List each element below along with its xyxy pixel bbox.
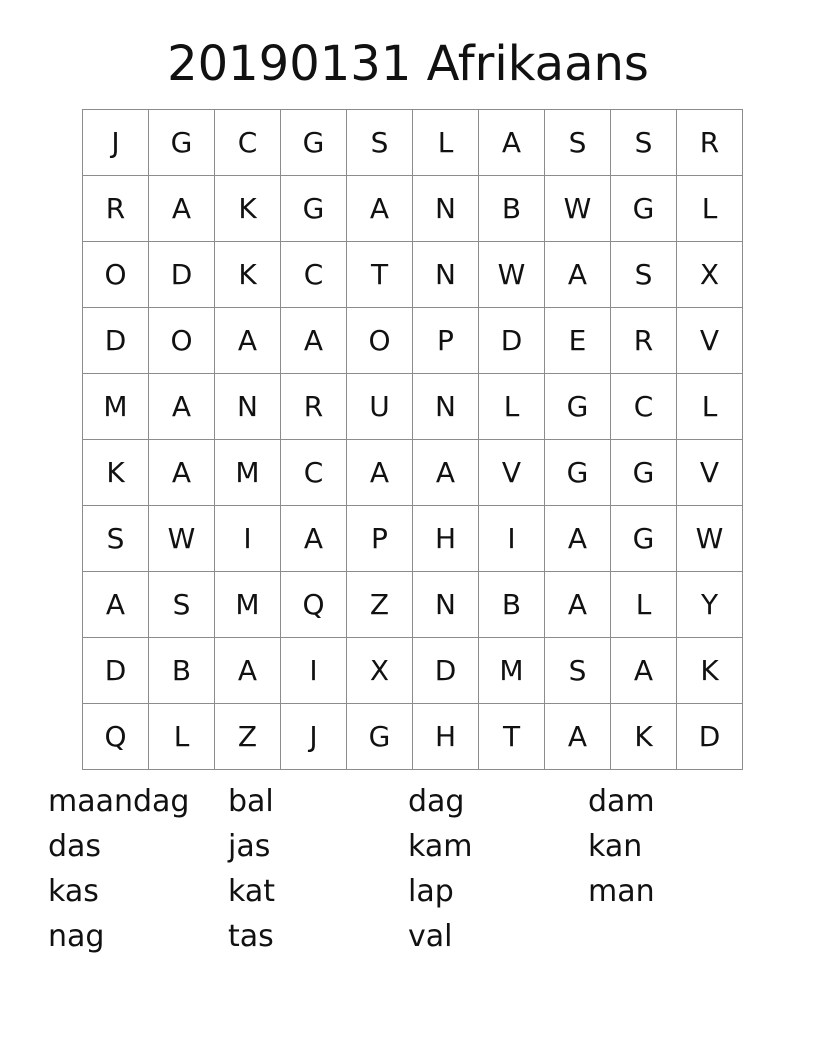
grid-cell[interactable]: D <box>83 308 149 374</box>
word-list-item: maandag <box>48 784 190 819</box>
grid-cell[interactable]: D <box>479 308 545 374</box>
grid-cell[interactable]: V <box>677 440 743 506</box>
word-list-item: tas <box>228 919 274 954</box>
grid-row <box>83 572 743 638</box>
grid-cell[interactable]: A <box>545 572 611 638</box>
grid-cell[interactable]: A <box>347 440 413 506</box>
grid-cell[interactable]: G <box>281 176 347 242</box>
grid-cell[interactable]: Z <box>347 572 413 638</box>
grid-cell[interactable]: N <box>413 374 479 440</box>
grid-cell[interactable]: S <box>611 242 677 308</box>
grid-cell[interactable]: O <box>83 242 149 308</box>
grid-cell[interactable]: L <box>149 704 215 770</box>
grid-cell[interactable]: C <box>281 242 347 308</box>
grid-cell[interactable]: A <box>281 506 347 572</box>
grid-cell[interactable]: A <box>545 506 611 572</box>
grid-cell[interactable]: N <box>413 242 479 308</box>
grid-cell[interactable]: I <box>215 506 281 572</box>
word-list-item: das <box>48 829 102 864</box>
grid-cell[interactable]: T <box>479 704 545 770</box>
grid-cell[interactable]: D <box>83 638 149 704</box>
grid-row <box>83 308 743 374</box>
grid-cell[interactable]: P <box>413 308 479 374</box>
grid-cell[interactable]: S <box>149 572 215 638</box>
grid-cell[interactable]: S <box>83 506 149 572</box>
grid-cell[interactable]: W <box>149 506 215 572</box>
grid-cell[interactable]: L <box>413 110 479 176</box>
grid-cell[interactable]: S <box>545 638 611 704</box>
grid-cell[interactable]: A <box>545 242 611 308</box>
grid-cell[interactable]: A <box>413 440 479 506</box>
grid-cell[interactable]: J <box>281 704 347 770</box>
grid-cell[interactable]: A <box>149 176 215 242</box>
grid-row <box>83 440 743 506</box>
grid-cell[interactable]: A <box>215 308 281 374</box>
grid-cell[interactable]: C <box>215 110 281 176</box>
grid-cell[interactable]: S <box>611 110 677 176</box>
grid-cell[interactable]: X <box>347 638 413 704</box>
grid-cell[interactable]: C <box>281 440 347 506</box>
grid-cell[interactable]: A <box>149 440 215 506</box>
word-list-item: bal <box>228 784 274 819</box>
grid-cell[interactable]: R <box>83 176 149 242</box>
grid-cell[interactable]: C <box>611 374 677 440</box>
grid-cell[interactable]: Q <box>281 572 347 638</box>
grid-cell[interactable]: I <box>281 638 347 704</box>
grid-cell[interactable]: V <box>677 308 743 374</box>
grid-cell[interactable]: E <box>545 308 611 374</box>
word-list-item: kas <box>48 874 99 909</box>
grid-cell[interactable]: N <box>413 176 479 242</box>
grid-cell[interactable]: G <box>347 704 413 770</box>
word-list-item: dag <box>408 784 465 819</box>
word-list-item: dam <box>588 784 655 819</box>
grid-cell[interactable]: O <box>149 308 215 374</box>
grid-cell[interactable]: D <box>677 704 743 770</box>
word-list-item: nag <box>48 919 105 954</box>
grid-cell[interactable]: N <box>215 374 281 440</box>
grid-cell[interactable]: K <box>611 704 677 770</box>
grid-cell[interactable]: R <box>281 374 347 440</box>
grid-cell[interactable]: A <box>347 176 413 242</box>
grid-cell[interactable]: N <box>413 572 479 638</box>
grid-cell[interactable]: L <box>611 572 677 638</box>
grid-row <box>83 638 743 704</box>
grid-cell[interactable]: Y <box>677 572 743 638</box>
grid-cell[interactable]: G <box>149 110 215 176</box>
grid-row <box>83 176 743 242</box>
grid-cell[interactable]: T <box>347 242 413 308</box>
grid-cell[interactable]: B <box>479 176 545 242</box>
grid-cell[interactable]: A <box>83 572 149 638</box>
grid-cell[interactable]: L <box>677 176 743 242</box>
grid-cell[interactable]: B <box>479 572 545 638</box>
grid-cell[interactable]: I <box>479 506 545 572</box>
grid-cell[interactable]: K <box>215 176 281 242</box>
grid-cell[interactable]: W <box>677 506 743 572</box>
grid-cell[interactable]: D <box>149 242 215 308</box>
grid-cell[interactable]: D <box>413 638 479 704</box>
grid-cell[interactable]: K <box>83 440 149 506</box>
grid-row <box>83 506 743 572</box>
grid-cell[interactable]: Z <box>215 704 281 770</box>
grid-cell[interactable]: G <box>611 506 677 572</box>
grid-cell[interactable]: R <box>677 110 743 176</box>
grid-cell[interactable]: B <box>149 638 215 704</box>
puzzle-title: 20190131 Afrikaans <box>167 36 649 92</box>
grid-cell[interactable]: U <box>347 374 413 440</box>
grid-cell[interactable]: M <box>215 572 281 638</box>
grid-cell[interactable]: A <box>281 308 347 374</box>
grid-cell[interactable]: A <box>545 704 611 770</box>
grid-cell[interactable]: W <box>479 242 545 308</box>
grid-cell[interactable]: X <box>677 242 743 308</box>
grid-cell[interactable]: S <box>545 110 611 176</box>
word-list-item: kan <box>588 829 643 864</box>
grid-cell[interactable]: A <box>611 638 677 704</box>
grid-cell[interactable]: W <box>545 176 611 242</box>
grid-row <box>83 110 743 176</box>
word-list-item: val <box>408 919 453 954</box>
grid-cell[interactable]: Q <box>83 704 149 770</box>
grid-cell[interactable]: P <box>347 506 413 572</box>
word-list-item: man <box>588 874 655 909</box>
word-list-item: lap <box>408 874 454 909</box>
letter-grid <box>82 109 743 770</box>
grid-cell[interactable]: A <box>215 638 281 704</box>
grid-cell[interactable]: H <box>413 506 479 572</box>
grid-cell[interactable]: K <box>215 242 281 308</box>
grid-cell[interactable]: O <box>347 308 413 374</box>
grid-cell[interactable]: A <box>149 374 215 440</box>
grid-cell[interactable]: G <box>611 176 677 242</box>
grid-cell[interactable]: G <box>281 110 347 176</box>
grid-cell[interactable]: G <box>545 440 611 506</box>
word-list-item: jas <box>228 829 271 864</box>
grid-cell[interactable]: K <box>677 638 743 704</box>
grid-cell[interactable]: L <box>479 374 545 440</box>
word-list-item: kam <box>408 829 473 864</box>
grid-row <box>83 704 743 770</box>
word-list-item: kat <box>228 874 275 909</box>
grid-cell[interactable]: J <box>83 110 149 176</box>
grid-cell[interactable]: A <box>479 110 545 176</box>
grid-cell[interactable]: M <box>83 374 149 440</box>
grid-cell[interactable]: G <box>545 374 611 440</box>
grid-cell[interactable]: V <box>479 440 545 506</box>
grid-cell[interactable]: M <box>215 440 281 506</box>
grid-cell[interactable]: S <box>347 110 413 176</box>
grid-cell[interactable]: G <box>611 440 677 506</box>
grid-row <box>83 374 743 440</box>
grid-row <box>83 242 743 308</box>
grid-cell[interactable]: R <box>611 308 677 374</box>
word-list <box>48 783 768 963</box>
grid-cell[interactable]: M <box>479 638 545 704</box>
grid-cell[interactable]: L <box>677 374 743 440</box>
grid-cell[interactable]: H <box>413 704 479 770</box>
